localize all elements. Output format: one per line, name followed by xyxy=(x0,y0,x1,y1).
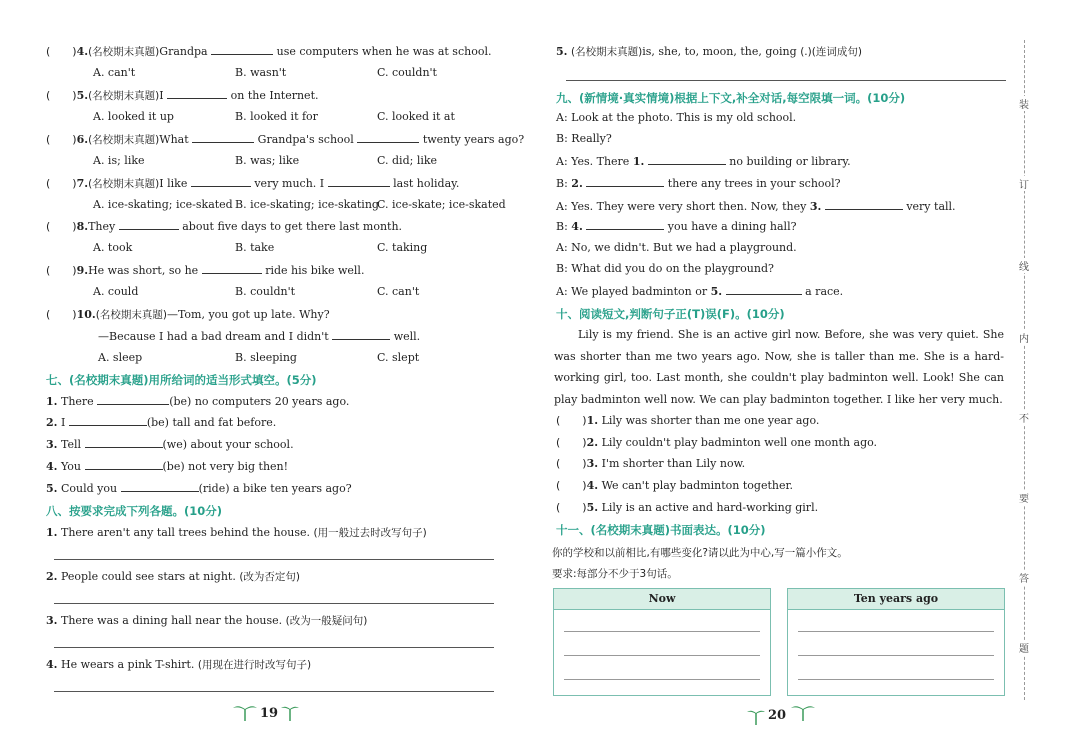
source-tag: (名校期末真题) xyxy=(88,46,160,58)
answer-blank[interactable] xyxy=(69,415,147,426)
section-title xyxy=(46,503,222,519)
binding-char: 内 xyxy=(1018,330,1030,345)
answer-paren[interactable]: ( xyxy=(556,436,561,449)
fill-item xyxy=(46,459,288,473)
dialogue-text: very tall. xyxy=(906,200,956,213)
dialogue-text: there any trees in your school? xyxy=(667,177,841,190)
question-text: on the Internet. xyxy=(230,89,319,102)
prompt-text: 你的学校和以前相比,有哪些变化?请以此为中心,写一篇小作文。 xyxy=(552,547,848,559)
question-text: last holiday. xyxy=(393,177,460,190)
blank-number: 4. xyxy=(571,220,583,233)
item-number: 5. xyxy=(46,482,58,495)
instruction: (改为一般疑问句) xyxy=(285,615,368,627)
dialogue-text: Look at the photo. This is my old school. xyxy=(571,111,797,124)
question-row xyxy=(46,44,491,59)
binding-char: 答 xyxy=(1018,570,1030,585)
answer-paren[interactable]: ( xyxy=(46,133,51,146)
rewrite-item xyxy=(46,657,311,672)
question-text: He was short, so he xyxy=(88,264,199,277)
item-number: 2. xyxy=(46,416,58,429)
question-number: 5. xyxy=(76,89,89,102)
writing-table xyxy=(553,588,771,696)
option-text: A. took xyxy=(93,241,133,254)
answer-paren-close: ) xyxy=(72,89,77,102)
option xyxy=(235,351,297,364)
item-text: (be) not very big then! xyxy=(162,460,289,473)
item-number: 5. xyxy=(586,501,599,514)
item-text: Could you xyxy=(60,482,118,495)
option xyxy=(235,66,286,79)
blank-number: 3. xyxy=(809,200,822,213)
option-text: C. can't xyxy=(377,285,420,298)
rewrite-item xyxy=(46,613,367,628)
option-text: C. slept xyxy=(377,351,420,364)
item-number: 2. xyxy=(46,570,58,583)
option-text: C. taking xyxy=(377,241,428,254)
source-tag: (名校期末真题) xyxy=(88,90,160,102)
answer-paren-close: ) xyxy=(582,436,587,449)
speaker: A: xyxy=(556,241,568,254)
dialogue-text: We played badminton or xyxy=(571,285,708,298)
question-text: Grandpa's school xyxy=(257,133,354,146)
dialogue-text: no building or library. xyxy=(729,155,851,168)
answer-blank[interactable] xyxy=(586,176,664,187)
answer-line[interactable] xyxy=(54,603,494,604)
answer-line[interactable] xyxy=(566,80,1006,81)
dialogue-text: you have a dining hall? xyxy=(667,220,797,233)
section-title xyxy=(46,372,317,388)
option xyxy=(235,241,274,254)
table-header: Now xyxy=(554,589,770,610)
option xyxy=(93,154,145,167)
answer-paren[interactable]: ( xyxy=(46,89,51,102)
option-text: A. looked it up xyxy=(93,110,174,123)
fill-item xyxy=(46,415,276,429)
page-number: 19 xyxy=(260,706,279,721)
speaker: A: xyxy=(556,111,568,124)
source-tag: (名校期末真题) xyxy=(88,134,160,146)
tf-item xyxy=(556,457,745,470)
item-text: People could see stars at night. xyxy=(60,570,236,583)
answer-blank[interactable] xyxy=(167,88,227,99)
answer-paren[interactable]: ( xyxy=(46,264,51,277)
answer-blank[interactable] xyxy=(211,44,273,55)
section-title xyxy=(556,306,785,322)
question-text: Grandpa xyxy=(159,45,208,58)
question-text: ride his bike well. xyxy=(265,264,365,277)
table-header: Ten years ago xyxy=(788,589,1004,610)
option xyxy=(93,110,174,123)
question-text: use computers when he was at school. xyxy=(276,45,492,58)
rewrite-item xyxy=(46,569,300,584)
option-text: C. looked it at xyxy=(377,110,455,123)
option-text: C. couldn't xyxy=(377,66,437,79)
tf-item xyxy=(556,414,819,427)
answer-blank[interactable] xyxy=(726,284,802,295)
section-title xyxy=(556,90,905,106)
answer-paren-close: ) xyxy=(72,220,77,233)
option xyxy=(235,110,318,123)
answer-blank[interactable] xyxy=(328,176,390,187)
answer-blank[interactable] xyxy=(332,329,390,340)
option xyxy=(235,198,379,211)
option-text: B. looked it for xyxy=(235,110,318,123)
option xyxy=(93,285,138,298)
answer-blank[interactable] xyxy=(648,154,726,165)
option xyxy=(377,351,419,364)
line xyxy=(98,329,420,343)
answer-paren-close: ) xyxy=(582,479,587,492)
binding-line xyxy=(1024,40,1025,700)
question-number: 4. xyxy=(76,45,89,58)
answer-blank[interactable] xyxy=(121,481,199,492)
item-text: I xyxy=(60,416,66,429)
answer-paren-close: ) xyxy=(72,177,77,190)
item-number: 4. xyxy=(46,460,58,473)
dialogue-text: No, we didn't. But we had a playground. xyxy=(571,241,797,254)
section-9-title: 九、(新情境·真实情境)根据上下文,补全对话,每空限填一词。(10分) xyxy=(556,91,906,105)
item-text: There aren't any tall trees behind the house. xyxy=(60,526,310,539)
tf-item xyxy=(556,436,877,449)
option-text: B. was; like xyxy=(235,154,300,167)
question-row xyxy=(46,88,319,103)
binding-char: 要 xyxy=(1018,490,1030,505)
dialogue-line xyxy=(556,199,956,213)
option xyxy=(377,154,437,167)
answer-paren[interactable]: ( xyxy=(46,220,51,233)
item-number: 2. xyxy=(586,436,599,449)
question-5 xyxy=(556,44,862,59)
option-text: A. is; like xyxy=(93,154,145,167)
tf-item xyxy=(556,501,818,514)
question-text: very much. I xyxy=(254,177,325,190)
writing-line[interactable] xyxy=(564,679,760,680)
option xyxy=(98,351,142,364)
answer-blank[interactable] xyxy=(202,263,262,274)
answer-paren-close: ) xyxy=(72,133,77,146)
instruction: (用一般过去时改写句子) xyxy=(313,527,427,539)
question-text: They xyxy=(88,220,116,233)
page-number: 20 xyxy=(768,708,787,723)
option xyxy=(377,110,455,123)
speaker: A: xyxy=(556,155,568,168)
writing-line[interactable] xyxy=(798,679,994,680)
option-text: A. sleep xyxy=(98,351,143,364)
option xyxy=(377,285,419,298)
speaker: A: xyxy=(556,200,568,213)
writing-line[interactable] xyxy=(564,655,760,656)
tf-item xyxy=(556,479,793,492)
section-7-title: 七、(名校期末真题)用所给词的适当形式填空。(5分) xyxy=(46,373,317,387)
answer-line[interactable] xyxy=(54,647,494,648)
item-number: 1. xyxy=(586,414,599,427)
dialogue-line xyxy=(556,284,843,298)
question-number: 9. xyxy=(76,264,89,277)
requirement-text: 要求:每部分不少于3句话。 xyxy=(552,568,678,580)
item-text: He wears a pink T-shirt. xyxy=(60,658,195,671)
item-text: Lily couldn't play badminton well one month ago. xyxy=(601,436,878,449)
option-text: A. can't xyxy=(93,66,136,79)
answer-paren-close: ) xyxy=(582,501,587,514)
option xyxy=(93,241,132,254)
answer-blank[interactable] xyxy=(357,132,419,143)
answer-paren[interactable]: ( xyxy=(556,414,561,427)
dialogue-line xyxy=(556,176,841,190)
blank-number: 1. xyxy=(632,155,645,168)
section-8-title: 八、按要求完成下列各题。(10分) xyxy=(46,504,223,518)
option-text: B. ice-skating; ice-skating xyxy=(235,198,379,211)
item-text: Lily was shorter than me one year ago. xyxy=(601,414,820,427)
dialogue-text: a race. xyxy=(805,285,844,298)
dialogue-text: What did you do on the playground? xyxy=(571,262,774,275)
palm-icon xyxy=(790,702,816,725)
blank-number: 5. xyxy=(710,285,723,298)
option-text: B. sleeping xyxy=(235,351,297,364)
section-10-title: 十、阅读短文,判断句子正(T)误(F)。(10分) xyxy=(556,307,785,321)
answer-paren-close: ) xyxy=(582,414,587,427)
source-tag: (名校期末真题) xyxy=(570,46,643,58)
option xyxy=(93,66,135,79)
dialogue-line xyxy=(556,111,796,124)
binding-char: 订 xyxy=(1018,176,1030,191)
dialogue-line xyxy=(556,132,612,145)
question-text: about five days to get there last month. xyxy=(182,220,403,233)
dialogue-text: Yes. There xyxy=(571,155,630,168)
item-number: 1. xyxy=(46,526,58,539)
blank-number: 2. xyxy=(571,177,583,190)
option-text: A. could xyxy=(93,285,139,298)
question-row xyxy=(46,219,402,233)
palm-icon xyxy=(746,706,766,729)
answer-paren-close: ) xyxy=(72,308,77,321)
section-11-title: 十一、(名校期末真题)书面表达。(10分) xyxy=(556,523,766,537)
option-text: C. ice-skate; ice-skated xyxy=(377,198,506,211)
question-text: is, she, to, moon, the, going xyxy=(642,45,797,58)
item-number: 4. xyxy=(586,479,599,492)
speaker: B: xyxy=(556,220,568,233)
answer-paren-close: ) xyxy=(72,45,77,58)
question-text: twenty years ago? xyxy=(422,133,525,146)
answer-blank[interactable] xyxy=(192,132,254,143)
item-text: I'm shorter than Lily now. xyxy=(601,457,746,470)
answer-paren[interactable]: ( xyxy=(46,177,51,190)
item-text: Tell xyxy=(60,438,82,451)
writing-table xyxy=(787,588,1005,696)
question-row xyxy=(46,307,330,322)
dialogue-line xyxy=(556,262,774,275)
option-text: B. wasn't xyxy=(235,66,287,79)
item-number: 3. xyxy=(586,457,599,470)
dialogue-line xyxy=(556,241,797,254)
speaker: B: xyxy=(556,177,568,190)
speaker: A: xyxy=(556,285,568,298)
answer-blank[interactable] xyxy=(85,437,163,448)
answer-blank[interactable] xyxy=(586,219,664,230)
writing-line[interactable] xyxy=(798,631,994,632)
item-number: 3. xyxy=(46,438,58,451)
item-number: 1. xyxy=(46,395,58,408)
option xyxy=(235,154,299,167)
instruction: (用现在进行时改写句子) xyxy=(197,659,312,671)
option xyxy=(377,198,506,211)
question-number: 5. xyxy=(556,45,568,58)
binding-char: 线 xyxy=(1018,258,1030,273)
question-row xyxy=(46,263,364,277)
item-text: Lily is an active and hard-working girl. xyxy=(601,501,819,514)
reading-passage: Lily is my friend. She is an active girl now. Before, she was very quiet. She was shorter than me two years ago. Now, she is taller than me. She is a hard-working girl, too. Last month, she couldn't play badminton well. Look! She can play badminton well now. We can play badminton together. I like her very much. xyxy=(554,328,1004,406)
question-row xyxy=(46,176,459,191)
writing-line[interactable] xyxy=(564,631,760,632)
question-number: 6. xyxy=(76,133,89,146)
option-text: A. ice-skating; ice-skated xyxy=(93,198,233,211)
dialogue-text: Yes. They were very short then. Now, they xyxy=(571,200,807,213)
source-tag: (名校期末真题) xyxy=(95,309,167,321)
question-text: What xyxy=(159,133,189,146)
option-text: C. did; like xyxy=(377,154,438,167)
option xyxy=(235,285,295,298)
question-text: —Tom, you got up late. Why? xyxy=(166,308,330,321)
section-title xyxy=(556,522,766,538)
item-text: We can't play badminton together. xyxy=(601,479,794,492)
rewrite-item xyxy=(46,525,427,540)
item-text: You xyxy=(60,460,81,473)
question-number: 10. xyxy=(76,308,96,321)
writing-line[interactable] xyxy=(798,655,994,656)
answer-paren[interactable]: ( xyxy=(46,45,51,58)
question-text: —Because I had a bad dream and I didn't xyxy=(98,330,329,343)
item-number: 3. xyxy=(46,614,58,627)
question-text: well. xyxy=(393,330,421,343)
binding-char: 题 xyxy=(1018,640,1030,655)
palm-icon xyxy=(280,702,300,725)
option xyxy=(93,198,233,211)
item-text: (we) about your school. xyxy=(162,438,294,451)
binding-char: 装 xyxy=(1018,96,1030,111)
item-text: There was a dining hall near the house. xyxy=(60,614,283,627)
speaker: B: xyxy=(556,132,568,145)
writing-requirement xyxy=(552,566,678,581)
instruction: (.)(连词成句) xyxy=(800,46,862,58)
option-text: B. take xyxy=(235,241,275,254)
source-tag: (名校期末真题) xyxy=(88,178,160,190)
palm-icon xyxy=(232,702,258,725)
answer-blank[interactable] xyxy=(191,176,251,187)
binding-char: 不 xyxy=(1018,410,1030,425)
answer-blank[interactable] xyxy=(97,394,169,405)
answer-paren-close: ) xyxy=(72,264,77,277)
answer-line[interactable] xyxy=(54,559,494,560)
answer-paren[interactable]: ( xyxy=(556,479,561,492)
option xyxy=(377,66,437,79)
question-text: I xyxy=(159,89,164,102)
item-text: There xyxy=(60,395,94,408)
speaker: B: xyxy=(556,262,568,275)
question-text: I like xyxy=(159,177,188,190)
question-number: 7. xyxy=(76,177,89,190)
answer-blank[interactable] xyxy=(825,199,903,210)
option xyxy=(377,241,427,254)
dialogue-line xyxy=(556,219,796,233)
fill-item xyxy=(46,481,352,495)
item-text: (be) no computers 20 years ago. xyxy=(169,395,350,408)
answer-blank[interactable] xyxy=(85,459,163,470)
item-text: (ride) a bike ten years ago? xyxy=(198,482,352,495)
answer-paren[interactable]: ( xyxy=(556,501,561,514)
answer-paren[interactable]: ( xyxy=(46,308,51,321)
question-number: 8. xyxy=(76,220,89,233)
answer-blank[interactable] xyxy=(119,219,179,230)
answer-paren-close: ) xyxy=(582,457,587,470)
fill-item xyxy=(46,394,349,408)
item-text: (be) tall and fat before. xyxy=(146,416,277,429)
dialogue-text: Really? xyxy=(571,132,612,145)
instruction: (改为否定句) xyxy=(239,571,301,583)
option-text: B. couldn't xyxy=(235,285,296,298)
answer-line[interactable] xyxy=(54,691,494,692)
item-number: 4. xyxy=(46,658,58,671)
answer-paren[interactable]: ( xyxy=(556,457,561,470)
writing-prompt xyxy=(552,545,848,560)
dialogue-line xyxy=(556,154,851,168)
question-row xyxy=(46,132,524,147)
fill-item xyxy=(46,437,294,451)
